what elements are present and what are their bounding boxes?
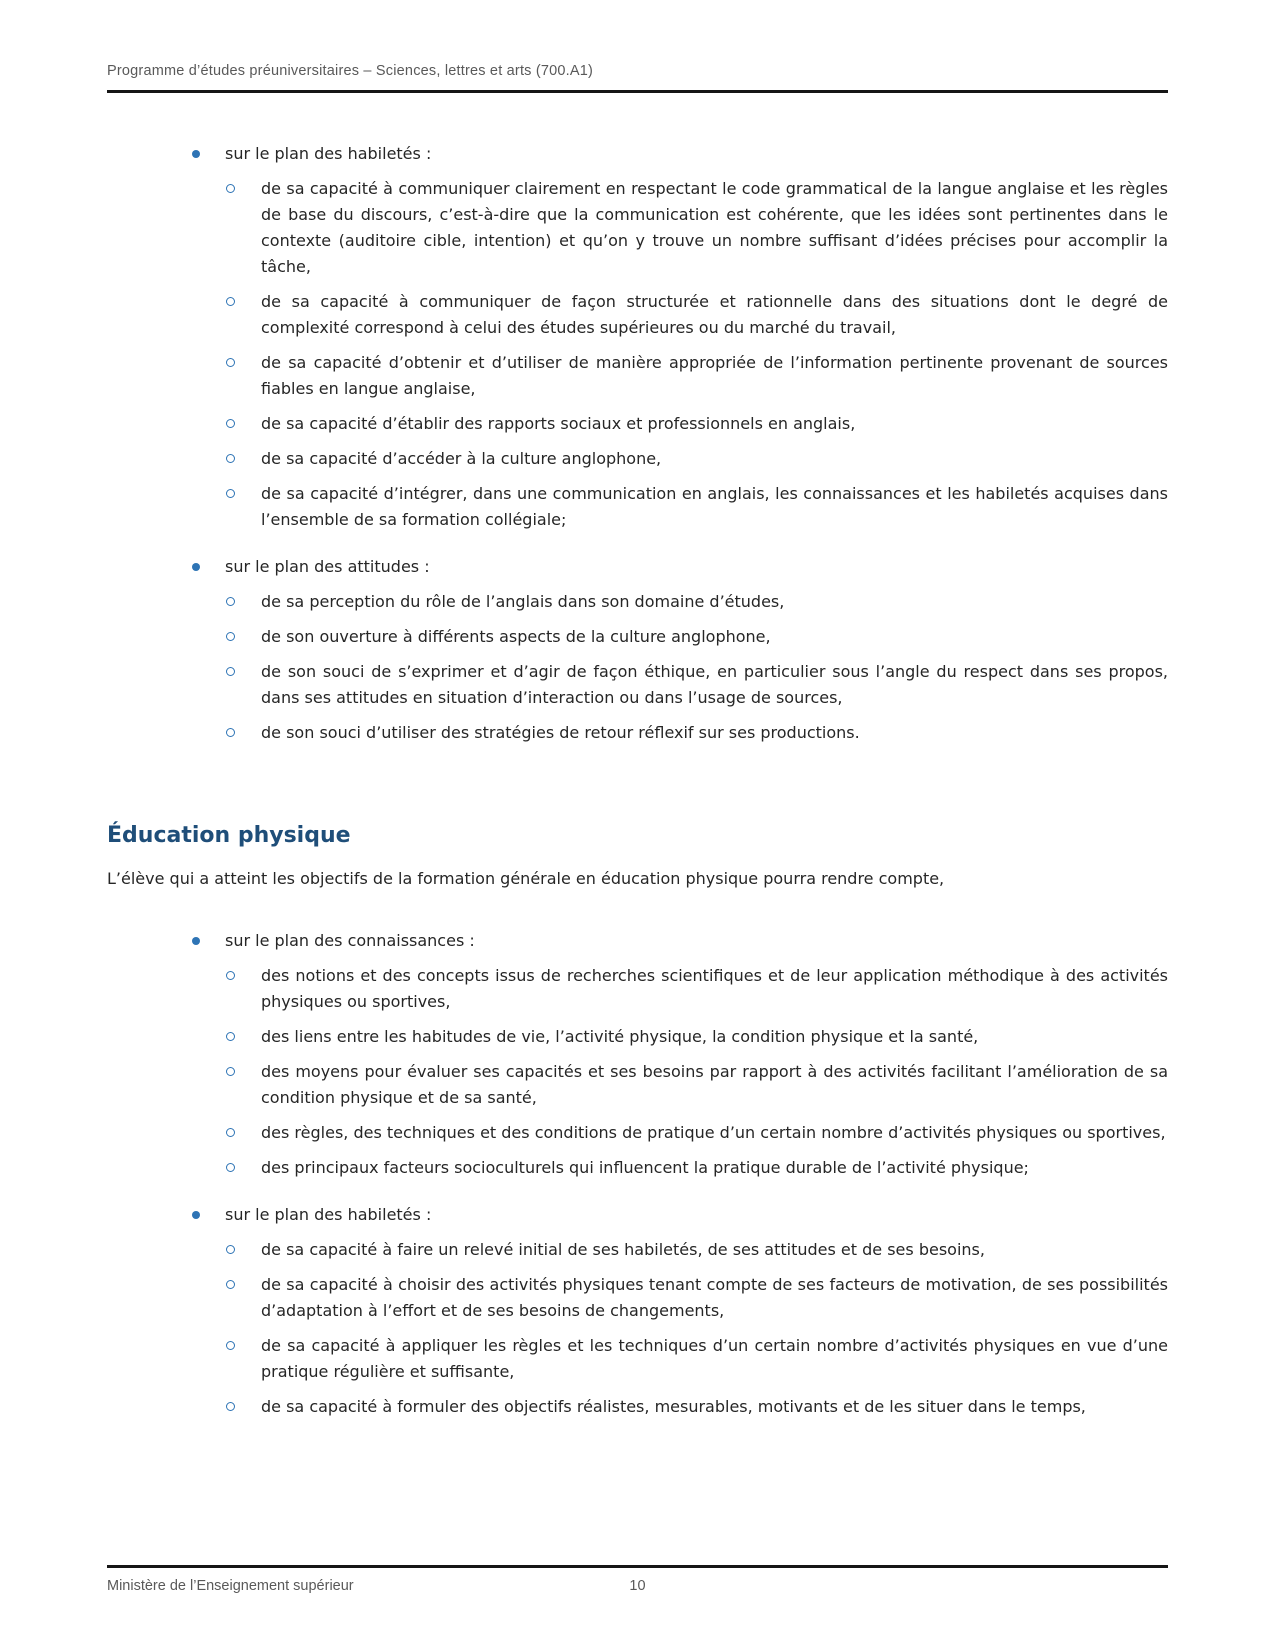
page-header [107, 0, 1168, 93]
circle-bullet-icon [226, 489, 235, 498]
list-item [107, 289, 1168, 341]
section-intro: L’élève qui a atteint les objectifs de la formation générale en éducation physique pourra rendre compte, [107, 869, 945, 888]
list-item [107, 1272, 1168, 1324]
sub-list [107, 963, 1168, 1181]
list-item [107, 176, 1168, 280]
list-item [107, 1024, 1168, 1050]
list-item [107, 481, 1168, 533]
list-item-text: de sa capacité à formuler des objectifs réalistes, mesurables, motivants et de les situer dans le temps, [261, 1397, 1086, 1416]
list-item [107, 720, 1168, 746]
list-item-text: de son ouverture à différents aspects de la culture anglophone, [261, 627, 771, 646]
list-item [107, 1237, 1168, 1263]
list-item-text: de sa perception du rôle de l’anglais dans son domaine d’études, [261, 592, 785, 611]
page-number: 10 [629, 1578, 646, 1594]
list-item [107, 411, 1168, 437]
list-group-attitudes [107, 554, 1168, 746]
list-item-text: de son souci d’utiliser des stratégies de retour réflexif sur ses productions. [261, 723, 860, 742]
section-heading-education-physique: Éducation physique [107, 823, 351, 848]
list-group-habiletes-ep [107, 1202, 1168, 1420]
circle-bullet-icon [226, 971, 235, 980]
circle-bullet-icon [226, 454, 235, 463]
list-item [107, 350, 1168, 402]
list-item-text: des principaux facteurs socioculturels qui influencent la pratique durable de l’activité physique; [261, 1158, 1029, 1177]
page-content [107, 93, 1168, 1420]
list-item-text: de sa capacité à choisir des activités physiques tenant compte de ses facteurs de motivation, de ses possibilités d’adaptation à l’effort et de ses besoins de changements, [261, 1275, 1168, 1320]
list-item-text: de sa capacité à communiquer de façon structurée et rationnelle dans des situations dont le degré de complexité correspond à celui des études supérieures ou du marché du travail, [261, 292, 1168, 337]
circle-bullet-icon [226, 632, 235, 641]
list-item [107, 963, 1168, 1015]
list-group-label: sur le plan des attitudes : [225, 557, 430, 576]
list-item-text: de sa capacité d’accéder à la culture anglophone, [261, 449, 662, 468]
bullet-dot-icon [192, 150, 200, 158]
list-item-text: de sa capacité à communiquer clairement en respectant le code grammatical de la langue anglaise et les règles de base du discours, c’est-à-dire que la communication est cohérente, que les idées sont pertinentes dans le contexte (auditoire cible, intention) et qu’on y trouve un nombre suffisant d’idées précises pour accomplir la tâche, [261, 179, 1168, 276]
sub-list [107, 589, 1168, 746]
list-item-text: des moyens pour évaluer ses capacités et ses besoins par rapport à des activités facilitant l’amélioration de sa condition physique et de sa santé, [261, 1062, 1168, 1107]
circle-bullet-icon [226, 1128, 235, 1137]
circle-bullet-icon [226, 1341, 235, 1350]
circle-bullet-icon [226, 597, 235, 606]
list-item-text: de sa capacité d’obtenir et d’utiliser de manière appropriée de l’information pertinente provenant de sources fiables en langue anglaise, [261, 353, 1168, 398]
circle-bullet-icon [226, 728, 235, 737]
list-item-text: de son souci de s’exprimer et d’agir de façon éthique, en particulier sous l’angle du respect dans ses propos, dans ses attitudes en situation d’interaction ou dans l’usage de sources, [261, 662, 1168, 707]
list-group-label: sur le plan des connaissances : [225, 931, 475, 950]
list-group-connaissances [107, 928, 1168, 1181]
sub-list [107, 176, 1168, 533]
list-item [107, 589, 1168, 615]
list-item [107, 624, 1168, 650]
list-item [107, 1059, 1168, 1111]
bullet-dot-icon [192, 563, 200, 571]
list-item [107, 1394, 1168, 1420]
circle-bullet-icon [226, 1280, 235, 1289]
list-item [107, 659, 1168, 711]
list-item-text: de sa capacité à faire un relevé initial de ses habiletés, de ses attitudes et de ses besoins, [261, 1240, 985, 1259]
circle-bullet-icon [226, 297, 235, 306]
list-group-header [107, 141, 1168, 167]
page-footer [107, 1565, 1168, 1595]
circle-bullet-icon [226, 1067, 235, 1076]
circle-bullet-icon [226, 419, 235, 428]
bullet-dot-icon [192, 1211, 200, 1219]
running-header-title: Programme d’études préuniversitaires – Sciences, lettres et arts (700.A1) [107, 63, 594, 79]
list-item [107, 1155, 1168, 1181]
list-group-label: sur le plan des habiletés : [225, 144, 432, 163]
footer-ministry-label: Ministère de l’Enseignement supérieur [107, 1578, 354, 1594]
list-item-text: de sa capacité à appliquer les règles et les techniques d’un certain nombre d’activités physiques en vue d’une pratique régulière et suffisante, [261, 1336, 1168, 1381]
circle-bullet-icon [226, 184, 235, 193]
list-item-text: des liens entre les habitudes de vie, l’activité physique, la condition physique et la santé, [261, 1027, 979, 1046]
circle-bullet-icon [226, 1402, 235, 1411]
list-item-text: de sa capacité d’établir des rapports sociaux et professionnels en anglais, [261, 414, 856, 433]
list-group-header [107, 554, 1168, 580]
list-item-text: des notions et des concepts issus de recherches scientifiques et de leur application méthodique à des activités physiques ou sportives, [261, 966, 1168, 1011]
list-item [107, 446, 1168, 472]
list-item-text: de sa capacité d’intégrer, dans une communication en anglais, les connaissances et les habiletés acquises dans l’ensemble de sa formation collégiale; [261, 484, 1168, 529]
list-group-header [107, 1202, 1168, 1228]
list-item [107, 1333, 1168, 1385]
circle-bullet-icon [226, 1163, 235, 1172]
circle-bullet-icon [226, 667, 235, 676]
circle-bullet-icon [226, 1245, 235, 1254]
circle-bullet-icon [226, 1032, 235, 1041]
circle-bullet-icon [226, 358, 235, 367]
list-item [107, 1120, 1168, 1146]
list-group-label: sur le plan des habiletés : [225, 1205, 432, 1224]
list-item-text: des règles, des techniques et des conditions de pratique d’un certain nombre d’activités physiques ou sportives, [261, 1123, 1166, 1142]
list-group-habiletes [107, 141, 1168, 533]
sub-list [107, 1237, 1168, 1420]
bullet-dot-icon [192, 937, 200, 945]
list-group-header [107, 928, 1168, 954]
